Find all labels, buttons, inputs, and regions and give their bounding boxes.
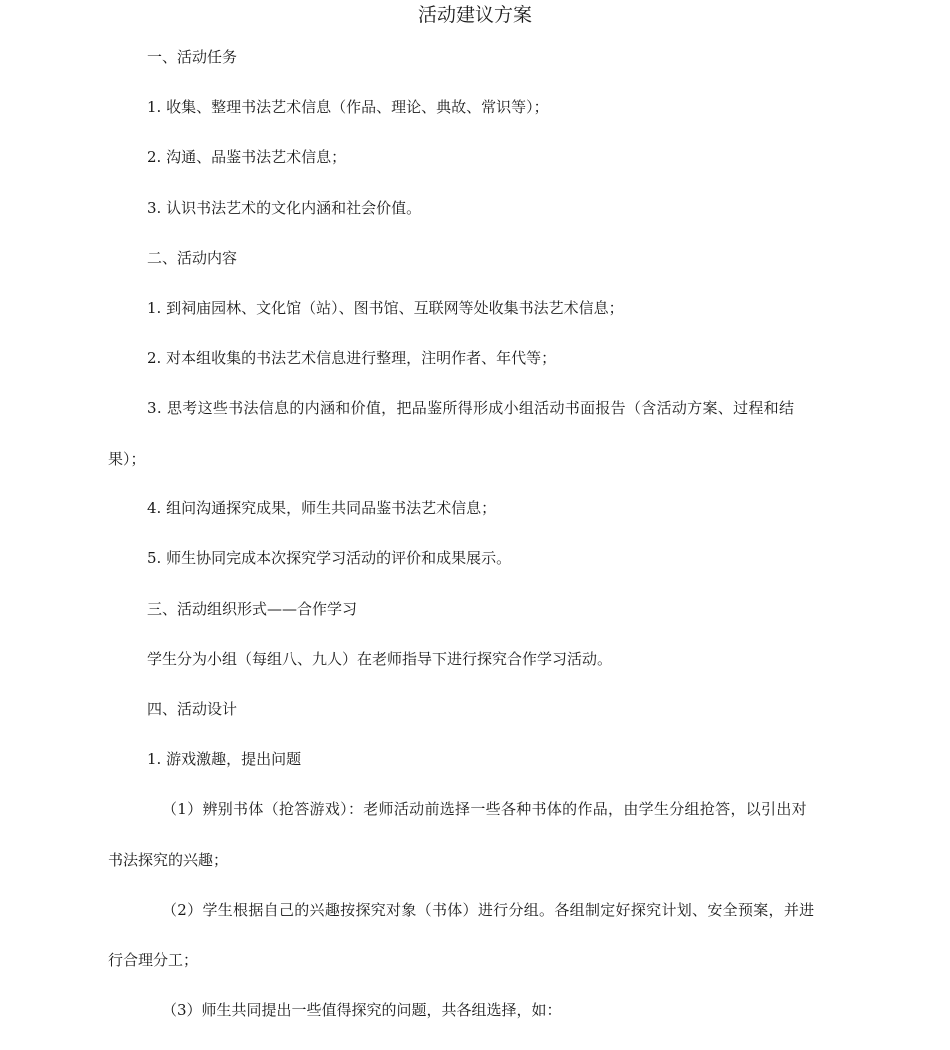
paragraph-line: 1. 收集、整理书法艺术信息（作品、理论、典故、常识等）； <box>147 98 549 116</box>
paragraph-line: 5. 师生协同完成本次探究学习活动的评价和成果展示。 <box>147 549 512 567</box>
paragraph-line: 学生分为小组（每组八、九人）在老师指导下进行探究合作学习活动。 <box>147 650 613 668</box>
document-title: 活动建议方案 <box>417 4 532 26</box>
paragraph-line: 果）； <box>108 450 146 468</box>
paragraph-line: 书法探究的兴趣； <box>108 851 229 869</box>
paragraph-line: 行合理分工； <box>108 951 199 969</box>
paragraph-line: （1）辨别书体（抢答游戏）：老师活动前选择一些各种书体的作品，由学生分组抢答，以引出对 <box>162 800 807 818</box>
paragraph-line: 3. 思考这些书法信息的内涵和价值，把品鉴所得形成小组活动书面报告（含活动方案、过程和结 <box>147 399 795 417</box>
paragraph-line: 4. 组问沟通探究成果，师生共同品鉴书法艺术信息； <box>147 499 497 517</box>
paragraph-line: 1. 到祠庙园林、文化馆（站）、图书馆、互联网等处收集书法艺术信息； <box>147 299 624 317</box>
paragraph-line: （2）学生根据自己的兴趣按探究对象（书体）进行分组。各组制定好探究计划、安全预案，并进 <box>162 901 815 919</box>
section-heading-tasks: 一、活动任务 <box>147 48 238 66</box>
section-heading-organization: 三、活动组织形式——合作学习 <box>147 600 358 618</box>
section-heading-content: 二、活动内容 <box>147 249 238 267</box>
paragraph-line: 3. 认识书法艺术的文化内涵和社会价值。 <box>147 199 422 217</box>
paragraph-line: （3）师生共同提出一些值得探究的问题，共各组选择，如： <box>162 1001 562 1019</box>
paragraph-line: 1. 游戏激趣，提出问题 <box>147 750 302 768</box>
paragraph-line: 2. 沟通、品鉴书法艺术信息； <box>147 148 347 166</box>
paragraph-line: 2. 对本组收集的书法艺术信息进行整理，注明作者、年代等； <box>147 349 557 367</box>
section-heading-design: 四、活动设计 <box>147 700 238 718</box>
